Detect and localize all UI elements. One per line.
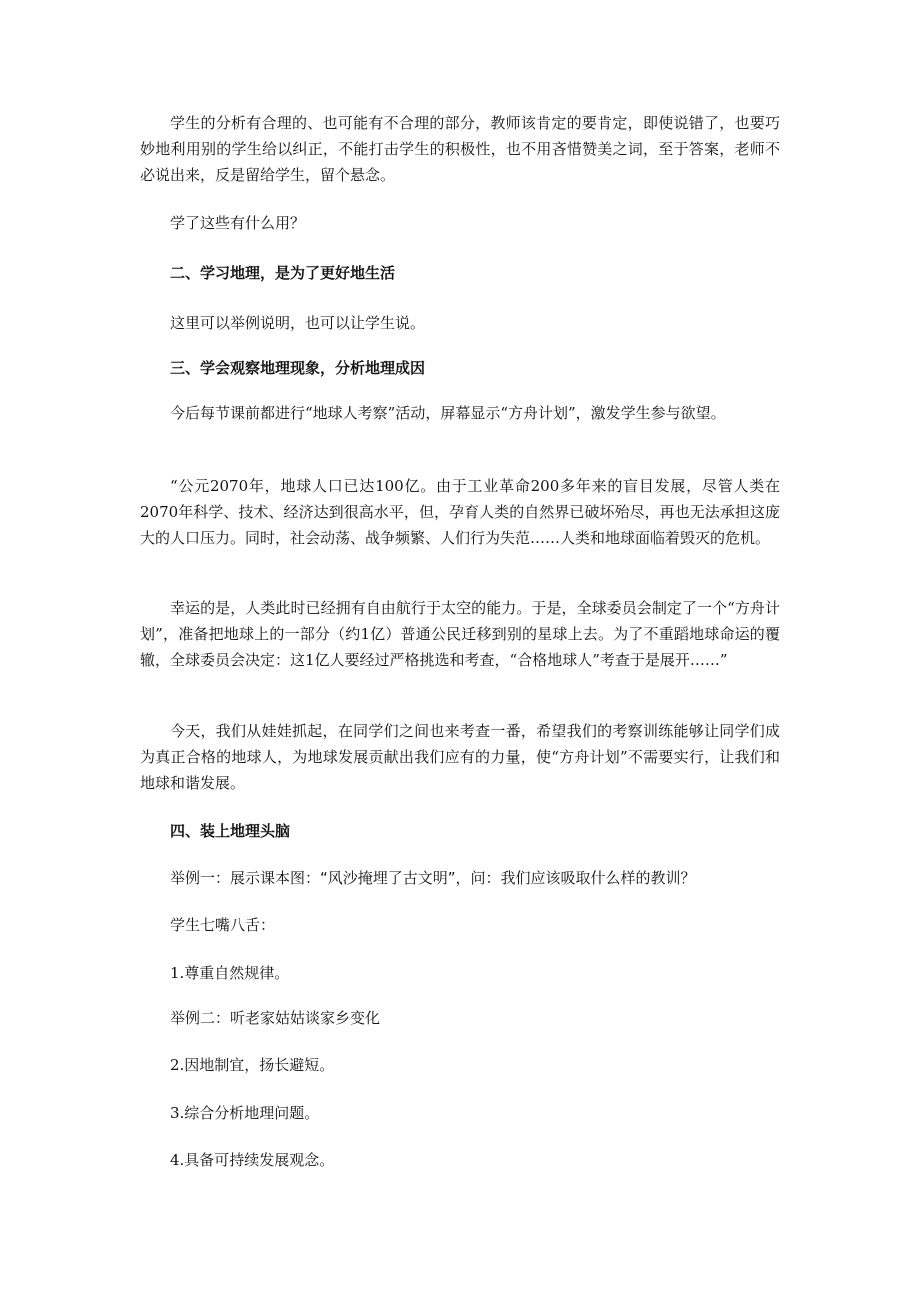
paragraph-example-one: 举例一：展示课本图：“风沙掩埋了古文明”，问：我们应该吸取什么样的教训？: [170, 869, 696, 887]
paragraph-example-two: 举例二：听老家姑姑谈家乡变化: [170, 1009, 381, 1027]
paragraph-today: 今天，我们从娃娃抓起，在同学们之间也来考查一番，希望我们的考察训练能够让同学们成为真正合格的地球人，为地球发展贡献出我们应有的力量，使“方舟计划”不需要实行，让我们和地球和谐发展。: [140, 722, 780, 792]
list-item-one: 1.尊重自然规律。: [170, 964, 290, 982]
paragraph-scenario: “公元2070年，地球人口已达100亿。由于工业革命200多年来的盲目发展，尽管人类在2070年科学、技术、经济达到很高水平，但，孕育人类的自然界已破坏殆尽，再也无法承担这庞大的人口压力。同时，社会动荡、战争频繁、人们行为失范……人类和地球面临着毁灭的危机。: [140, 477, 780, 547]
paragraph-students-discuss: 学生七嘴八舌：: [170, 916, 276, 934]
paragraph-activity: 今后每节课前都进行“地球人考察”活动，屏幕显示“方舟计划”，激发学生参与欲望。: [170, 404, 726, 422]
heading-section-two: 二、学习地理，是为了更好地生活: [170, 264, 396, 282]
list-item-two: 2.因地制宜，扬长避短。: [170, 1056, 335, 1074]
paragraph-student-analysis: 学生的分析有合理的、也可能有不合理的部分，教师该肯定的要肯定，即使说错了，也要巧妙地利用别的学生给以纠正，不能打击学生的积极性，也不用吝惜赞美之词，至于答案，老师不必说出来，反是留给学生，留个悬念。: [140, 114, 780, 184]
paragraph-question-usefulness: 学了这些有什么用？: [170, 214, 306, 232]
paragraph-examples: 这里可以举例说明，也可以让学生说。: [170, 314, 426, 332]
heading-section-three: 三、学会观察地理现象，分析地理成因: [170, 359, 426, 377]
list-item-three: 3.综合分析地理问题。: [170, 1104, 320, 1122]
paragraph-ark-plan: 幸运的是，人类此时已经拥有自由航行于太空的能力。于是，全球委员会制定了一个“方舟计划”，准备把地球上的一部分（约1亿）普通公民迁移到别的星球上去。为了不重蹈地球命运的覆辙，全球委员会决定：这1亿人要经过严格挑选和考查，“合格地球人”考查于是展开……”: [140, 599, 780, 669]
heading-section-four: 四、装上地理头脑: [170, 822, 291, 840]
list-item-four: 4.具备可持续发展观念。: [170, 1151, 335, 1169]
